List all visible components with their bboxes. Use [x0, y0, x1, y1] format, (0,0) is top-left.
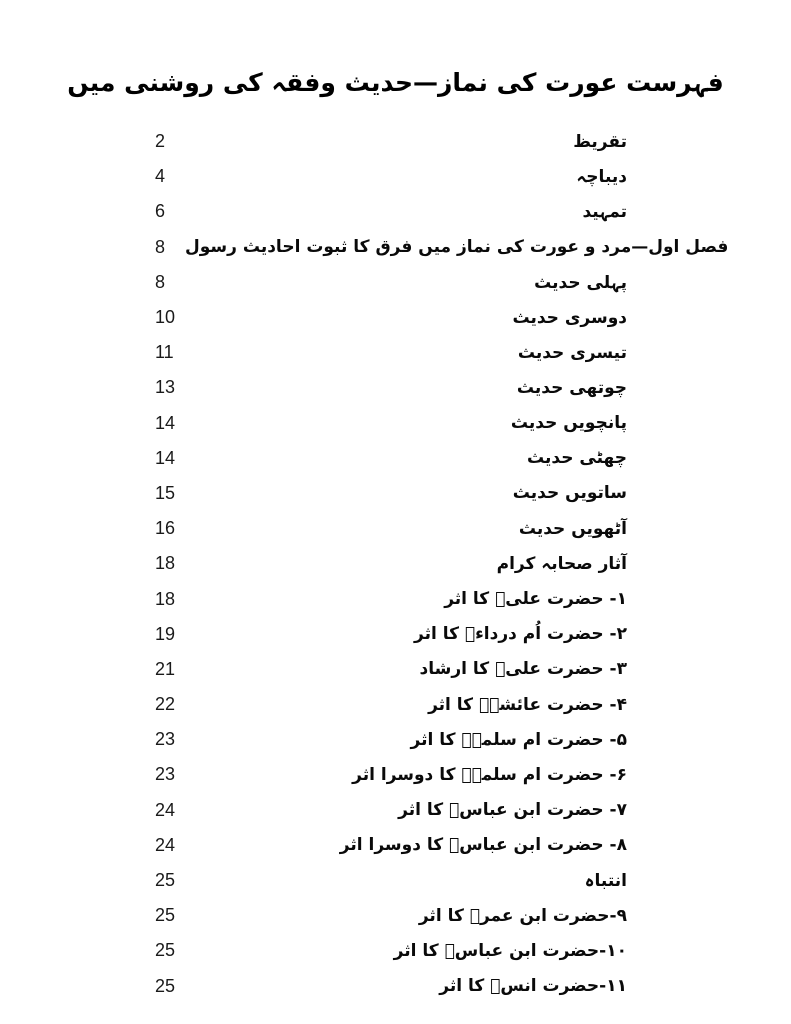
toc-row [155, 687, 627, 722]
toc-row [155, 722, 627, 757]
toc-row [155, 300, 627, 335]
toc-entry-label: پانچویں حدیث [510, 413, 627, 434]
toc-entry-label: انتباہ [584, 871, 627, 892]
toc-entry-label: فصل اول—مرد و عورت کی نماز میں فرق کا ثبوت احادیث رسول [185, 237, 729, 258]
toc-row [155, 969, 627, 1004]
toc-row [155, 793, 627, 828]
toc-row [155, 898, 627, 933]
toc-page-number: 23 [155, 764, 176, 785]
toc-row [155, 441, 627, 476]
toc-row [155, 230, 729, 265]
toc-entry-label: تیسری حدیث [517, 342, 627, 363]
toc-entry-label: دیباچہ [576, 167, 627, 188]
toc-page-number: 18 [155, 553, 176, 574]
toc-entry-label: ۳- حضرت علیؓ کا ارشاد [419, 659, 627, 680]
toc-list [155, 124, 729, 1004]
toc-entry-label: دوسری حدیث [512, 307, 627, 328]
toc-entry-label: ۷- حضرت ابن عباسؓ کا اثر [398, 800, 627, 821]
toc-entry-label: ۴- حضرت عائشہؓ کا اثر [428, 694, 627, 715]
toc-row [155, 159, 627, 194]
toc-page-number: 10 [155, 307, 176, 328]
toc-entry-label: ۵- حضرت ام سلمہؓ کا اثر [410, 729, 627, 750]
toc-row [155, 406, 627, 441]
toc-row [155, 581, 627, 616]
toc-page-number: 23 [155, 729, 176, 750]
toc-row [155, 828, 627, 863]
toc-row [155, 546, 627, 581]
toc-page-number: 25 [155, 905, 176, 926]
toc-entry-label: ۱- حضرت علیؓ کا اثر [444, 589, 627, 610]
toc-row [155, 863, 627, 898]
toc-page-number: 8 [155, 236, 166, 257]
toc-entry-label: ۲- حضرت اُم درداءؓ کا اثر [414, 624, 627, 645]
toc-page-number: 25 [155, 870, 176, 891]
toc-page-number: 11 [155, 342, 174, 363]
toc-row [155, 511, 627, 546]
toc-entry-label: ساتویں حدیث [512, 483, 627, 504]
toc-entry-label: تقریظ [573, 131, 627, 152]
toc-row [155, 617, 627, 652]
toc-page-number: 15 [155, 482, 176, 503]
toc-page-number: 25 [155, 940, 176, 961]
toc-page-number: 18 [155, 588, 176, 609]
toc-page-number: 25 [155, 975, 176, 996]
toc-page-number: 14 [155, 447, 176, 468]
toc-row [155, 265, 627, 300]
toc-page-number: 21 [155, 658, 176, 679]
toc-page-number: 24 [155, 834, 176, 855]
toc-page-number: 16 [155, 518, 176, 539]
toc-page-number: 6 [155, 201, 166, 222]
toc-row [155, 370, 627, 405]
toc-row [155, 194, 627, 229]
toc-page-number: 13 [155, 377, 176, 398]
toc-entry-label: آٹھویں حدیث [518, 518, 627, 539]
page-title: فہرست عورت کی نماز—حدیث وفقہ کی روشنی میں [67, 68, 724, 97]
toc-entry-label: ۹-حضرت ابن عمرؓ کا اثر [418, 905, 627, 926]
toc-page-number: 2 [155, 131, 166, 152]
toc-entry-label: چوتھی حدیث [516, 377, 627, 398]
toc-entry-label: ۱۱-حضرت انسؓ کا اثر [439, 976, 627, 997]
toc-entry-label: ۶- حضرت ام سلمہؓ کا دوسرا اثر [352, 764, 627, 785]
toc-row [155, 335, 627, 370]
toc-page-number: 8 [155, 271, 166, 292]
toc-row [155, 476, 627, 511]
toc-entry-label: تمہید [582, 202, 627, 223]
toc-page-number: 14 [155, 412, 176, 433]
toc-row [155, 124, 627, 159]
toc-row [155, 757, 627, 792]
toc-entry-label: آثار صحابہ کرام [496, 554, 627, 575]
toc-row [155, 652, 627, 687]
toc-page-number: 24 [155, 799, 176, 820]
toc-page-number: 19 [155, 623, 176, 644]
toc-entry-label: ۸- حضرت ابن عباسؓ کا دوسرا اثر [339, 835, 627, 856]
toc-entry-label: چھٹی حدیث [527, 448, 627, 469]
toc-page-number: 4 [155, 166, 166, 187]
toc-entry-label: ۱۰-حضرت ابن عباسؓ کا اثر [393, 940, 627, 961]
toc-entry-label: پہلی حدیث [534, 272, 627, 293]
toc-row [155, 933, 627, 968]
toc-page-number: 22 [155, 694, 176, 715]
